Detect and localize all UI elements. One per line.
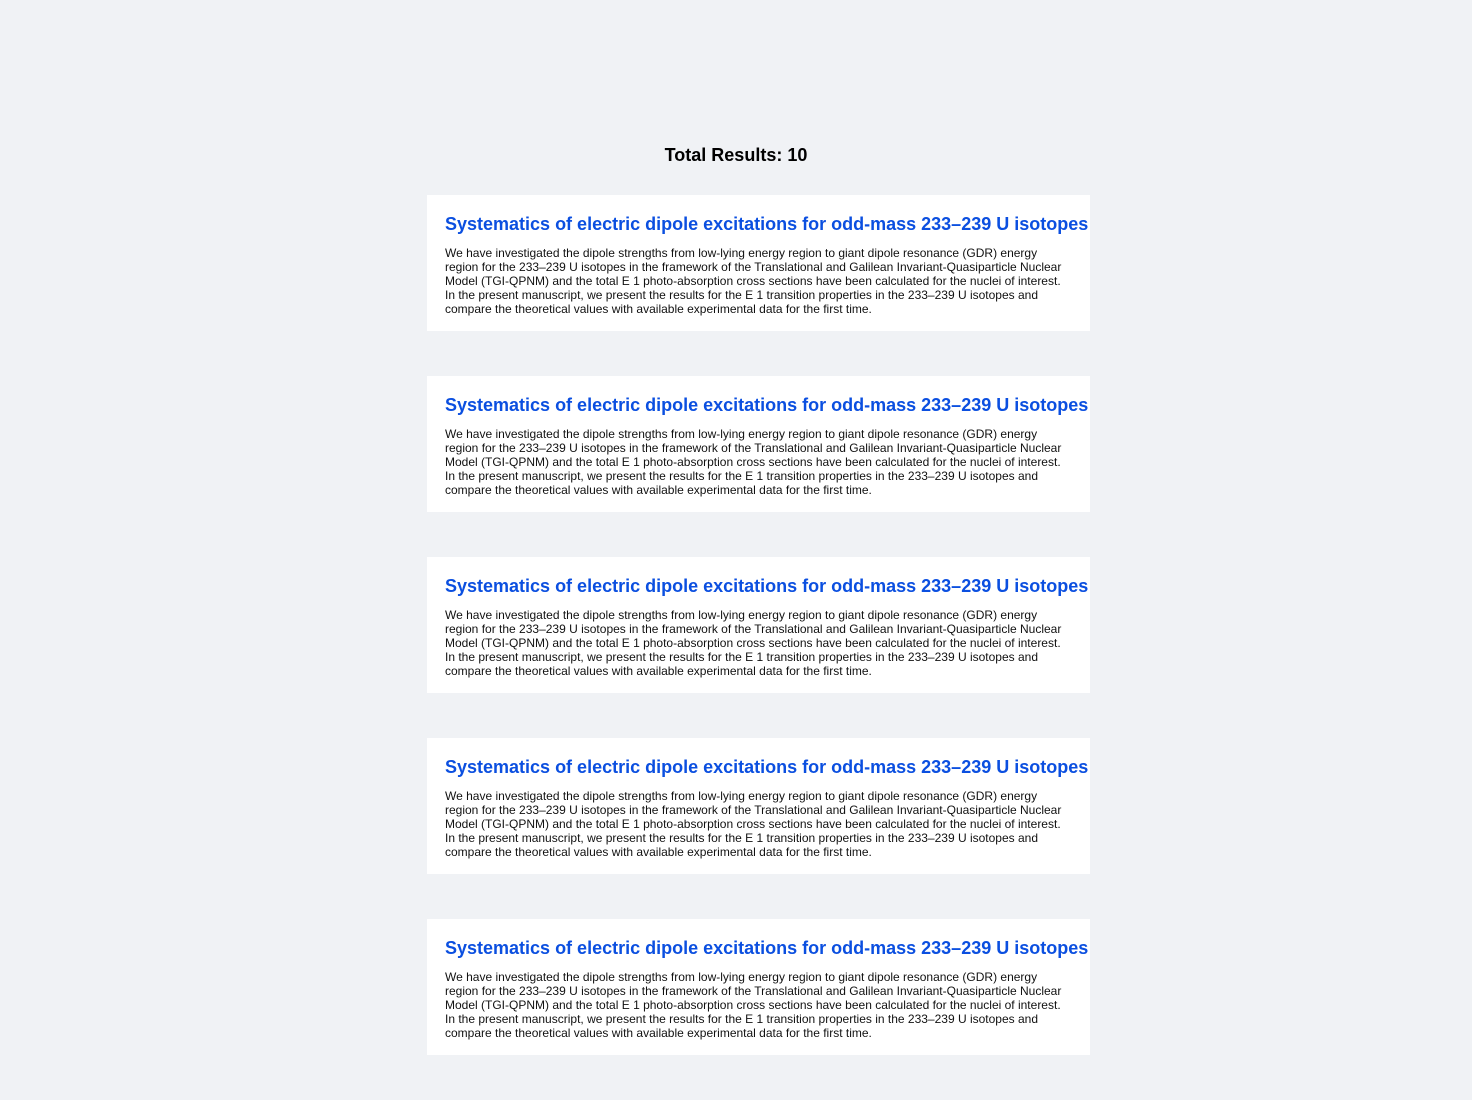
result-title-link[interactable]: Systematics of electric dipole excitations for odd-mass 233–239 U isotopes bbox=[445, 757, 1089, 777]
result-abstract: We have investigated the dipole strengths from low-lying energy region to giant dipole resonance (GDR) energy region for the 233–239 U isotopes in the framework of the Translational and Galilean Invariant-Quasiparticle Nuclear Model (TGI-QPNM) and the total E 1 photo-absorption cross sections have been calculated for the nuclei of interest. In the present manuscript, we present the results for the E 1 transition properties in the 233–239 U isotopes and compare the theoretical values with available experimental data for the first time. bbox=[445, 246, 1062, 316]
result-card bbox=[427, 738, 1090, 874]
result-title-link[interactable]: Systematics of electric dipole excitations for odd-mass 233–239 U isotopes bbox=[445, 576, 1089, 596]
result-abstract: We have investigated the dipole strengths from low-lying energy region to giant dipole resonance (GDR) energy region for the 233–239 U isotopes in the framework of the Translational and Galilean Invariant-Quasiparticle Nuclear Model (TGI-QPNM) and the total E 1 photo-absorption cross sections have been calculated for the nuclei of interest. In the present manuscript, we present the results for the E 1 transition properties in the 233–239 U isotopes and compare the theoretical values with available experimental data for the first time. bbox=[445, 970, 1062, 1040]
result-card bbox=[427, 195, 1090, 331]
total-results-count: Total Results: 10 bbox=[664, 145, 808, 165]
result-card bbox=[427, 919, 1090, 1055]
result-title-link[interactable]: Systematics of electric dipole excitations for odd-mass 233–239 U isotopes bbox=[445, 938, 1089, 958]
result-card bbox=[427, 376, 1090, 512]
result-card bbox=[427, 557, 1090, 693]
result-title-link[interactable]: Systematics of electric dipole excitations for odd-mass 233–239 U isotopes bbox=[445, 214, 1089, 234]
result-title-link[interactable]: Systematics of electric dipole excitations for odd-mass 233–239 U isotopes bbox=[445, 395, 1089, 415]
results-list bbox=[427, 195, 1090, 1100]
result-abstract: We have investigated the dipole strengths from low-lying energy region to giant dipole resonance (GDR) energy region for the 233–239 U isotopes in the framework of the Translational and Galilean Invariant-Quasiparticle Nuclear Model (TGI-QPNM) and the total E 1 photo-absorption cross sections have been calculated for the nuclei of interest. In the present manuscript, we present the results for the E 1 transition properties in the 233–239 U isotopes and compare the theoretical values with available experimental data for the first time. bbox=[445, 789, 1062, 859]
result-abstract: We have investigated the dipole strengths from low-lying energy region to giant dipole resonance (GDR) energy region for the 233–239 U isotopes in the framework of the Translational and Galilean Invariant-Quasiparticle Nuclear Model (TGI-QPNM) and the total E 1 photo-absorption cross sections have been calculated for the nuclei of interest. In the present manuscript, we present the results for the E 1 transition properties in the 233–239 U isotopes and compare the theoretical values with available experimental data for the first time. bbox=[445, 608, 1062, 678]
result-abstract: We have investigated the dipole strengths from low-lying energy region to giant dipole resonance (GDR) energy region for the 233–239 U isotopes in the framework of the Translational and Galilean Invariant-Quasiparticle Nuclear Model (TGI-QPNM) and the total E 1 photo-absorption cross sections have been calculated for the nuclei of interest. In the present manuscript, we present the results for the E 1 transition properties in the 233–239 U isotopes and compare the theoretical values with available experimental data for the first time. bbox=[445, 427, 1062, 497]
